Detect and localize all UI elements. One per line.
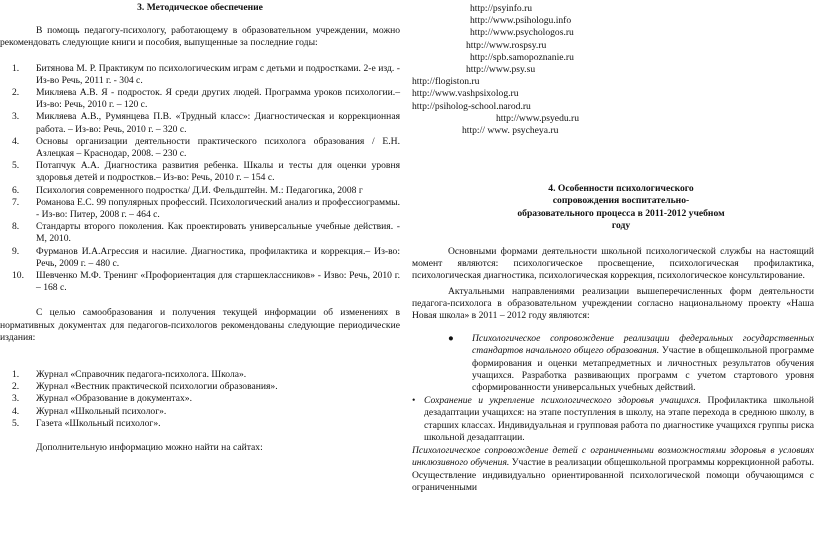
journal-item-number: 1.	[12, 369, 20, 381]
website-link[interactable]: http://psyinfo.ru	[470, 3, 533, 14]
books-list	[0, 63, 400, 295]
book-item-text: Битянова М. Р. Практикум по психологическим играм с детьми и подростками. 2-е изд. - Из-во Речь, 2011 г. - 304 с.	[36, 62, 400, 86]
bullet-item-health	[412, 395, 816, 444]
section-4-heading	[412, 183, 816, 232]
inclusive-paragraph-title: Психологическое сопровождение детей с ограниченными возможностями здоровья в условиях инклюзивного обучения.	[412, 445, 814, 469]
book-item-number: 9.	[12, 245, 20, 257]
links-list	[412, 3, 816, 137]
book-item	[0, 185, 400, 197]
journal-item-text: Журнал «Образование в документах».	[36, 393, 192, 405]
inclusive-paragraph	[412, 445, 816, 494]
directions-paragraph: Актуальными направлениями реализации вышеперечисленных форм деятельности педагога-психолога в образовательном учреждении согласно национальному проекту «Наша Новая школа» в 2011 – 2012 году являются:	[412, 285, 814, 322]
website-link[interactable]: http://flogiston.ru	[412, 76, 480, 88]
left-column	[0, 0, 400, 454]
intro-paragraph: В помощь педагогу-психологу, работающему в образовательном учреждении, можно рекомендовать следующие книги и пособия, выпущенные за последние годы:	[0, 25, 400, 49]
book-item-number: 3.	[12, 111, 20, 123]
book-item-number: 7.	[12, 196, 20, 208]
website-link[interactable]: http://www.psy.su	[466, 64, 536, 76]
bullet-item-health-title: Сохранение и укрепление психологического здоровья учащихся.	[424, 395, 702, 407]
book-item-text: Потапчук А.А. Диагностика развития ребенка. Шкалы и тесты для оценки уровня здоровья детей и подростков.– Из-во: Речь, 2010 г. – 154 с.	[36, 160, 400, 184]
journal-item	[0, 381, 400, 393]
website-link[interactable]: http://spb.samopoznanie.ru	[470, 51, 574, 63]
book-item-text: Романова Е.С. 99 популярных профессий. Психологический анализ и профессиограммы. - Из-во: Питер, 2008 г. – 464 с.	[36, 196, 400, 221]
bullet-item-health-text: Профилактика школьной дезадаптации учащихся: на этапе поступления в школу, на этапе перехода в среднюю школу, в старших классах. Индивидуальная и групповая работа по диагностике учащихся группы риска школьной дезадаптации.	[424, 395, 814, 443]
journal-item-number: 3.	[12, 393, 20, 405]
book-item-number: 8.	[12, 221, 20, 233]
website-link[interactable]: http:// www. psycheya.ru	[462, 125, 559, 137]
sites-intro: Дополнительную информацию можно найти на сайтах:	[36, 442, 263, 454]
book-item	[0, 221, 400, 245]
book-item-text: Фурманов И.А.Агрессия и насилие. Диагностика, профилактика и коррекция.– Из-во: Речь, 2009 г. – 480 с.	[36, 245, 400, 269]
journal-item	[0, 406, 400, 418]
website-link[interactable]: http://www.vashpsixolog.ru	[412, 88, 519, 100]
section-4-heading-line: образовательного процесса в 2011-2012 учебном	[517, 207, 725, 219]
bullet-item-fgos-title: Психологическое сопровождение реализации федеральных государственных стандартов начального общего образования.	[472, 333, 814, 357]
journals-list	[0, 369, 400, 430]
journal-item-text: Журнал «Школьный психолог».	[36, 405, 167, 417]
website-link[interactable]: http://www.psyedu.ru	[496, 112, 580, 124]
book-item	[0, 63, 400, 87]
book-item-text: Психология современного подростка/ Д.И. Фельдштейн. М.: Педагогика, 2008 г	[36, 184, 363, 196]
book-item	[0, 136, 400, 160]
inclusive-paragraph-text: Участие в реализации общешкольной программы коррекционной работы. Осуществление индивидуально ориентированной психологической помощи обучающимся с ограниченными	[412, 457, 815, 493]
book-item-text: Шевченко М.Ф. Тренинг «Профориентация для старшеклассников» - Изво: Речь, 2010 г. – 168 с.	[36, 270, 400, 294]
book-item-text: Основы организации деятельности практического психолога образования / Е.Н. Азлецкая – Краснодар, 2008. – 230 с.	[36, 135, 400, 160]
section-4-heading-line: 4. Особенности психологического	[548, 183, 694, 195]
book-item-text: Микляева А.В., Румянцева П.В. «Трудный класс»: Диагностическая и коррекционная работа. – Из-во: Речь, 2010 г. – 320 с.	[36, 111, 400, 135]
book-item-text: Стандарты второго поколения. Как проектировать универсальные учебные действия. - М, 2010.	[36, 221, 400, 245]
book-item-number: 10.	[12, 270, 24, 282]
book-item	[0, 87, 400, 111]
bullet-icon: ●	[448, 333, 454, 345]
journal-item	[0, 369, 400, 381]
book-item-number: 2.	[12, 87, 20, 99]
journal-item-number: 4.	[12, 405, 20, 417]
book-item	[0, 246, 400, 270]
journal-item-text: Журнал «Справочник педагога-психолога. Школа».	[36, 369, 247, 381]
book-item-number: 1.	[12, 62, 20, 74]
book-item	[0, 270, 400, 294]
journal-item-text: Газета «Школьный психолог».	[36, 417, 161, 429]
periodicals-intro: С целью самообразования и получения текущей информации об изменениях в нормативных документах для педагогов-психологов рекомендованы следующие периодические издания:	[0, 307, 400, 343]
bullet-item-fgos	[412, 333, 816, 394]
website-link[interactable]: http://www.psihologu.info	[470, 15, 572, 27]
book-item-number: 6.	[12, 184, 20, 196]
journal-item	[0, 393, 400, 405]
section-4-heading-line: году	[611, 219, 631, 231]
book-item-text: Микляева А.В. Я - подросток. Я среди других людей. Программа уроков психологии.– Из-во: Речь, 2010 г. – 120 с.	[36, 87, 400, 111]
bullet-item-fgos-text: Участие в общешкольной программе формирования и оценки метапредметных и личностных результатов обучения учащихся. Разработка развивающих программ с учетом стартового уровня сформированности универсальных учебных действий.	[472, 345, 814, 394]
journal-item-text: Журнал «Вестник практической психологии образования».	[36, 381, 278, 393]
section-3-heading: 3. Методическое обеспечение	[137, 2, 263, 13]
forms-paragraph: Основными формами деятельности школьной психологической службы на настоящий момент являются: психологическое просвещение, психологическая профилактика, психологическая диагностика, психологическая коррекция, психологическое консультирование.	[412, 246, 814, 282]
section-4-heading-line: сопровождения воспитательно-	[552, 195, 690, 207]
journal-item-number: 2.	[12, 381, 20, 393]
website-link[interactable]: http://www.psychologos.ru	[470, 27, 574, 39]
book-item	[0, 197, 400, 221]
book-item	[0, 111, 400, 135]
book-item	[0, 160, 400, 184]
website-link[interactable]: http://www.rospsy.ru	[466, 39, 547, 51]
website-link[interactable]: http://psiholog-school.narod.ru	[412, 100, 531, 112]
book-item-number: 4.	[12, 135, 20, 147]
bullet-icon: •	[412, 395, 416, 407]
right-column	[412, 0, 816, 494]
journal-item	[0, 418, 400, 430]
journal-item-number: 5.	[12, 417, 20, 429]
book-item-number: 5.	[12, 160, 20, 172]
